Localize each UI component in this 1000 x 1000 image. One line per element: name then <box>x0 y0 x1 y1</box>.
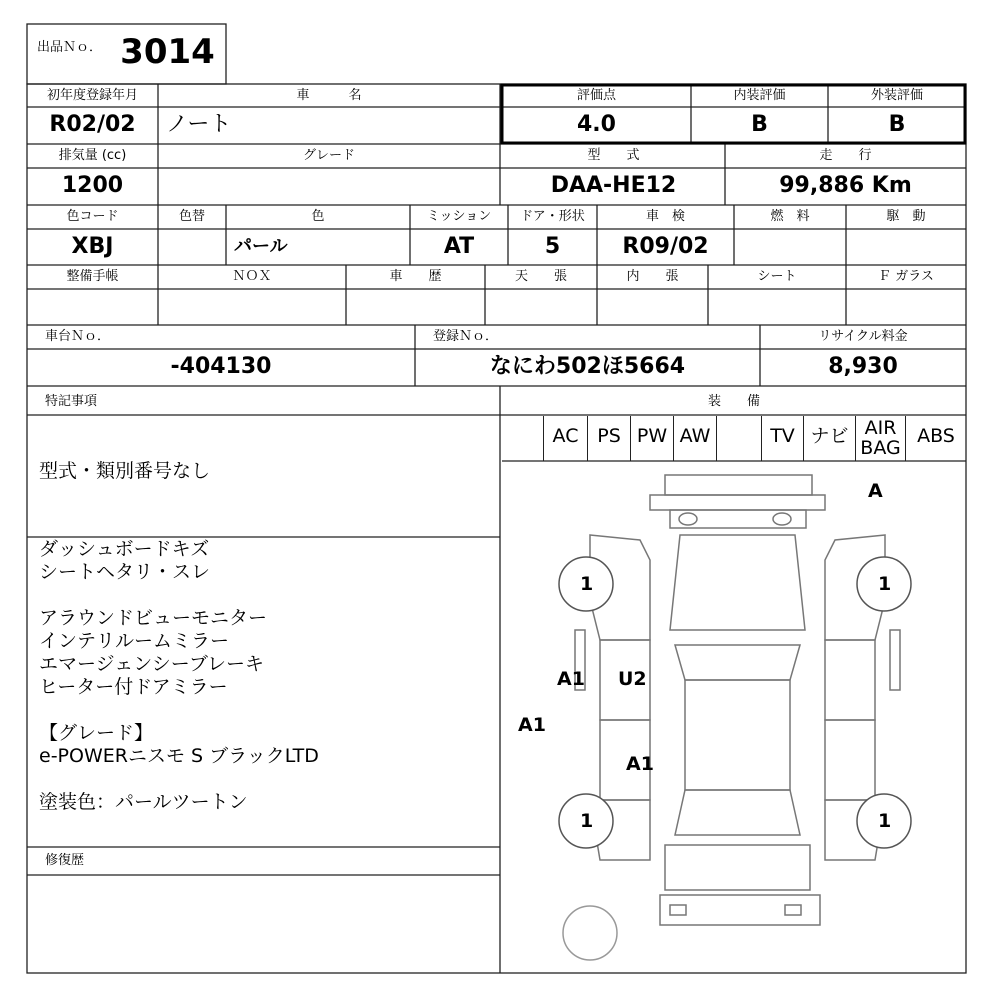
color-code-value: XBJ <box>71 234 114 259</box>
color-code-label: 色コード <box>66 209 119 224</box>
lot-number: 3014 <box>120 32 215 72</box>
score-label: 評価点 <box>576 88 616 103</box>
displacement-label: 排気量 (cc) <box>58 148 127 163</box>
mission-value: AT <box>443 234 475 259</box>
mission-label: ミッション <box>426 209 492 224</box>
seat-label: シート <box>757 269 797 284</box>
equipment-blank-1 <box>502 416 544 461</box>
grade-label: グレード <box>302 148 355 163</box>
mileage-value: 99,886 Km <box>779 173 912 198</box>
repair-history-label: 修復歴 <box>45 853 85 868</box>
interior-value: B <box>751 112 768 137</box>
recycle-value: 8,930 <box>828 354 898 379</box>
reg-value: なにわ502ほ5664 <box>489 354 686 379</box>
recycle-label: リサイクル料金 <box>818 329 908 344</box>
color-label: 色 <box>311 209 325 224</box>
door-label: ドア・形状 <box>520 209 585 224</box>
damage-mark-left-front: A1 <box>557 668 585 690</box>
equipment-ps: PS <box>588 416 631 461</box>
color-value: パール <box>234 236 288 257</box>
front-glass-label: Ｆ ガラス <box>878 269 934 284</box>
chassis-value: -404130 <box>170 354 272 379</box>
lot-label: 出品Ｎｏ． <box>37 40 103 55</box>
equipment-navi: ナビ <box>804 416 856 461</box>
inspection-label: 車 検 <box>645 209 685 224</box>
tire-rear-left-mark: 1 <box>580 810 594 832</box>
ceiling-label: 天 張 <box>514 269 567 284</box>
mileage-label: 走 行 <box>819 148 872 163</box>
maintenance-label: 整備手帳 <box>66 269 119 284</box>
car-name-value: ノート <box>166 112 232 137</box>
fuel-label: 燃 料 <box>770 209 810 224</box>
first-reg-label: 初年度登録年月 <box>46 88 138 103</box>
interior-panel-label: 内 張 <box>626 269 679 284</box>
equipment-abs: ABS <box>917 425 955 447</box>
equipment-ac: AC <box>544 416 588 461</box>
equipment-blank-2 <box>717 416 762 461</box>
score-value: 4.0 <box>577 112 616 137</box>
nox-label: ＮＯＸ <box>232 269 272 284</box>
tire-front-left-mark: 1 <box>580 573 594 595</box>
equipment-label: 装 備 <box>707 394 760 409</box>
car-diagram <box>575 475 900 925</box>
damage-mark-left-door: A1 <box>626 753 654 775</box>
displacement-value: 1200 <box>61 173 124 198</box>
equipment-tv: TV <box>762 416 804 461</box>
equipment-pw: PW <box>631 416 674 461</box>
drive-label: 駆 動 <box>886 209 926 224</box>
notes-label: 特記事項 <box>45 394 98 409</box>
tire-rear-right-mark: 1 <box>878 810 892 832</box>
equipment-airbag: AIR BAG <box>856 416 906 461</box>
inspection-value: R09/02 <box>622 234 709 259</box>
exterior-label: 外装評価 <box>870 88 923 103</box>
door-value: 5 <box>544 234 561 259</box>
first-reg-value: R02/02 <box>49 112 136 137</box>
notes-text-2: ダッシュボードキズ シートヘタリ・スレ アラウンドビューモニター インテリルームミラー エマージェンシーブレーキ ヒーター付ドアミラー 【グレード】 e-POWERニスモ S ブラックLTD 塗装色：パールツートン <box>39 538 319 813</box>
car-name-label: 車 名 <box>296 88 362 103</box>
damage-mark-left-side: A1 <box>518 714 546 736</box>
exterior-value: B <box>888 112 906 137</box>
damage-mark-hood: U2 <box>618 668 647 690</box>
damage-mark-front-bumper: A <box>868 480 883 502</box>
reg-label: 登録Ｎｏ． <box>433 329 499 344</box>
color-change-label: 色替 <box>178 209 205 224</box>
interior-label: 内装評価 <box>733 88 786 103</box>
chassis-label: 車台Ｎｏ． <box>45 329 111 344</box>
model-value: DAA-HE12 <box>550 173 677 198</box>
notes-text-1: 型式・類別番号なし <box>39 460 211 482</box>
model-label: 型 式 <box>587 148 640 163</box>
equipment-aw: AW <box>674 416 717 461</box>
tire-front-right-mark: 1 <box>878 573 892 595</box>
history-label: 車 歴 <box>389 269 442 284</box>
